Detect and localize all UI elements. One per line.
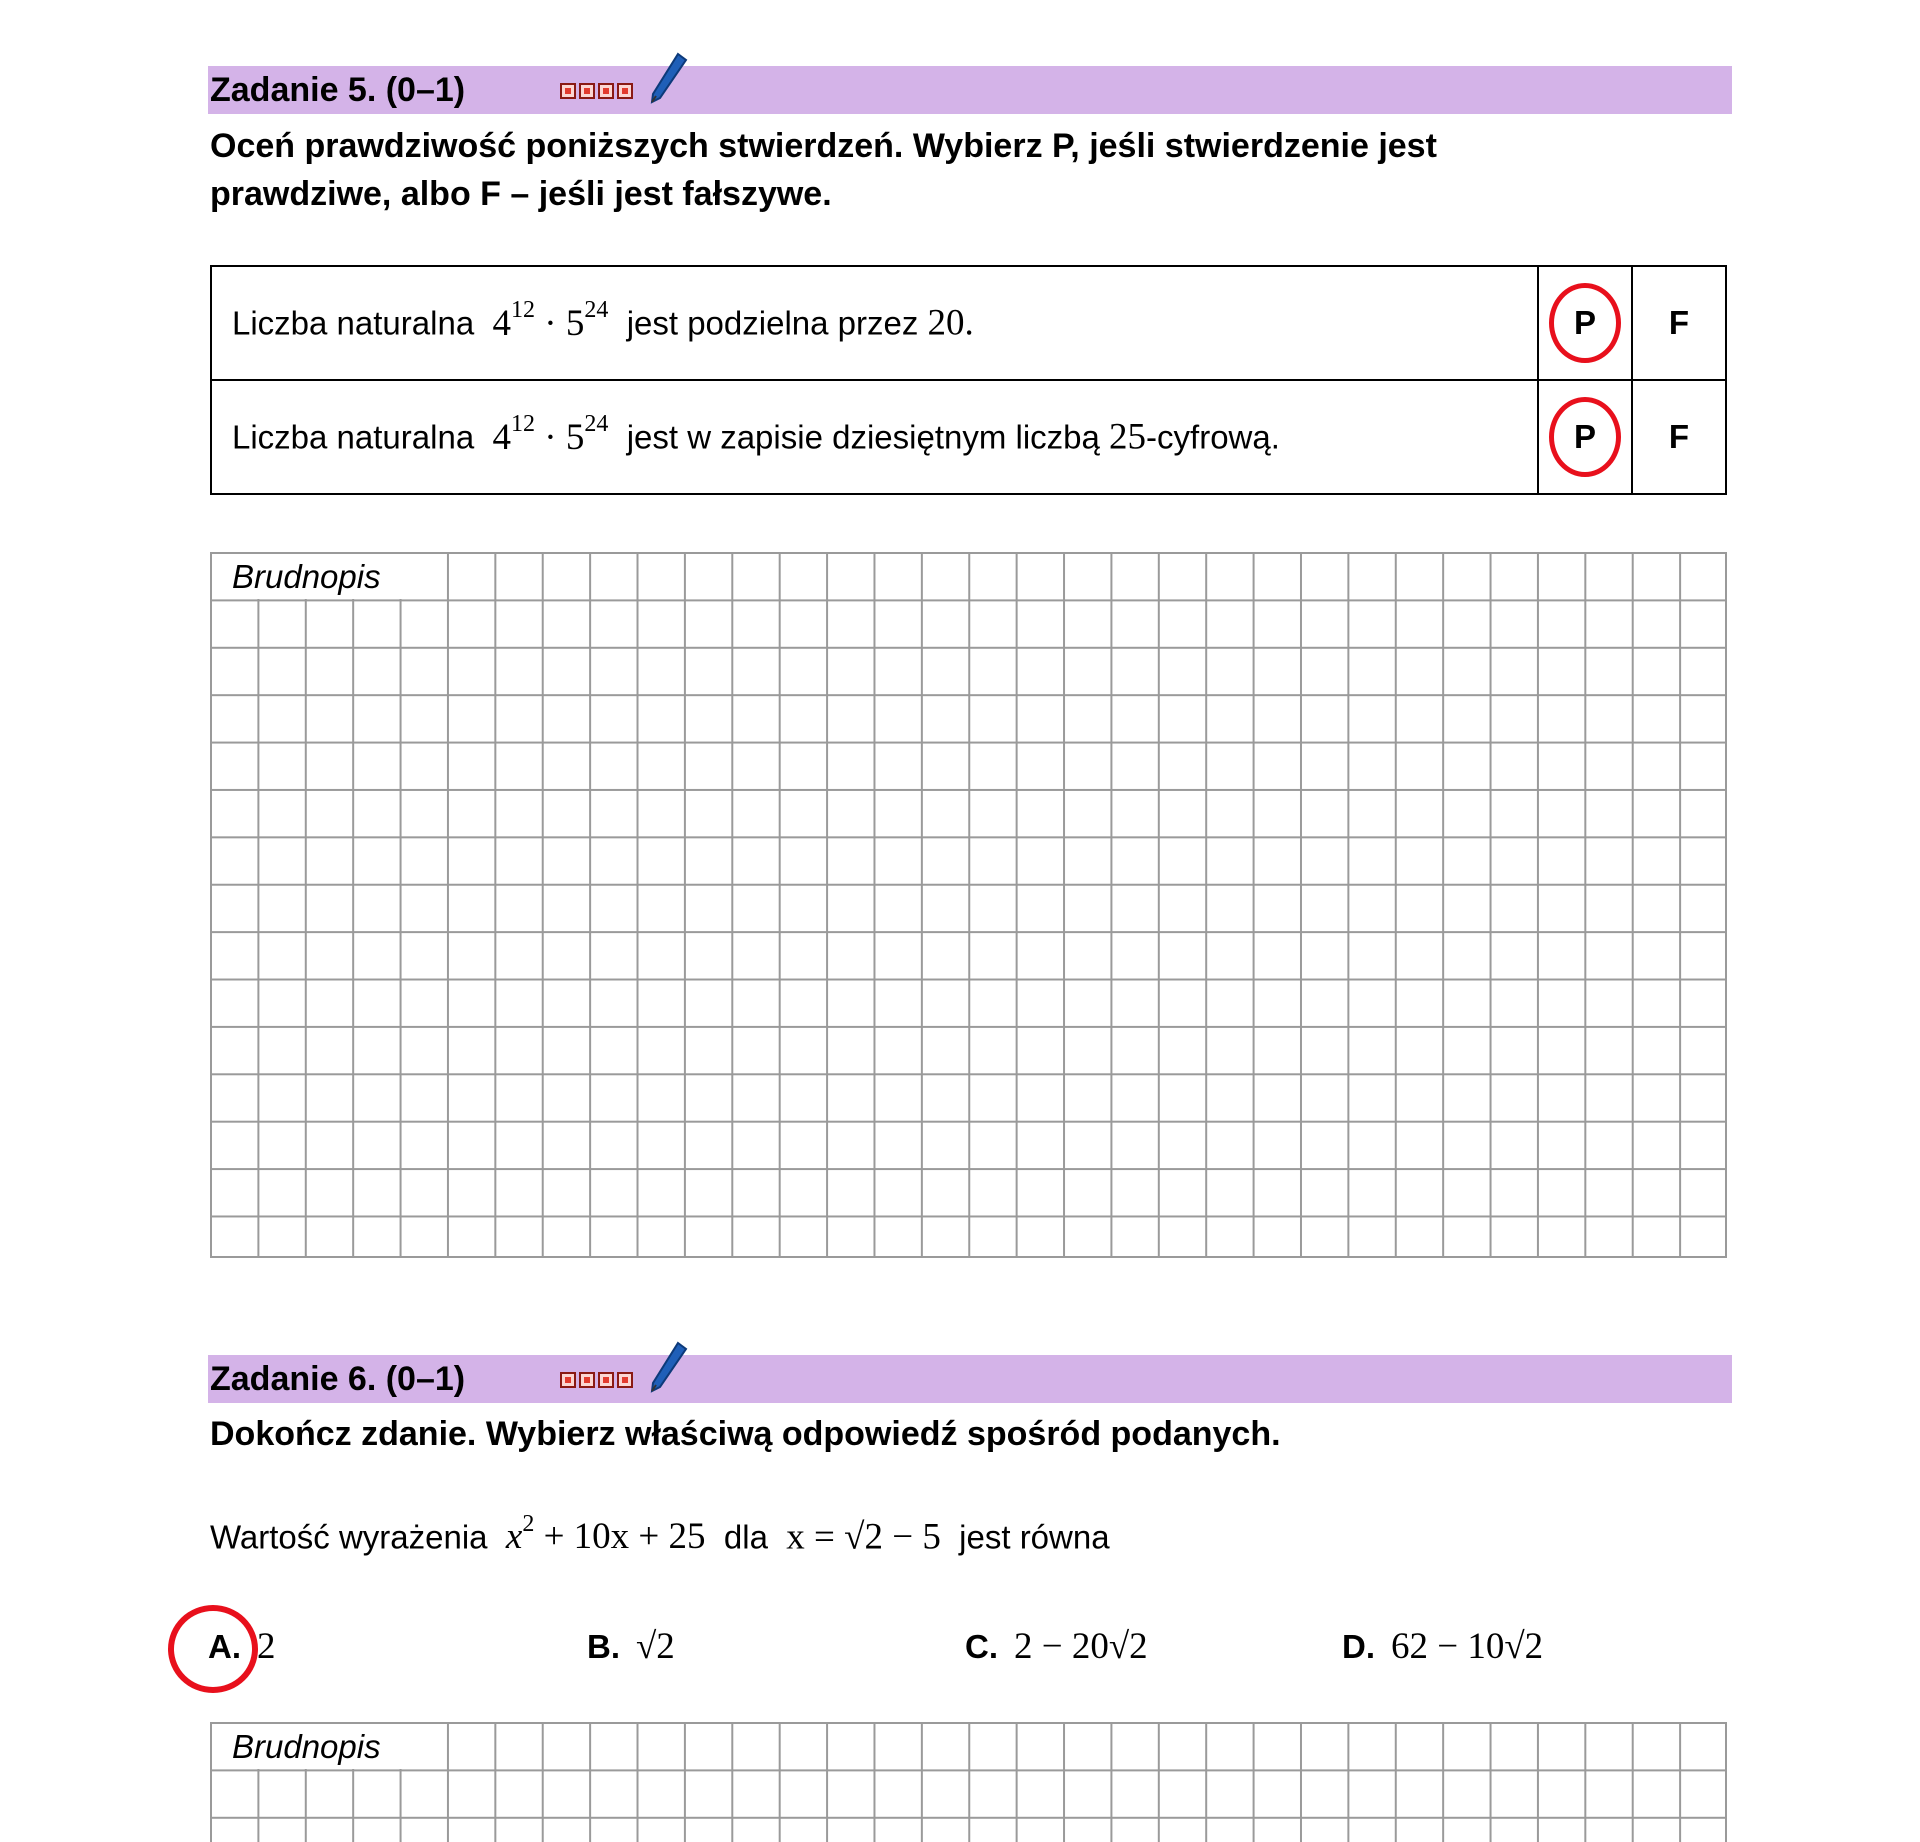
- statement-number: 25: [1109, 416, 1147, 458]
- selected-mark-circle: [1549, 397, 1621, 477]
- option-f-2[interactable]: F: [1632, 380, 1726, 494]
- difficulty-squares-icon: [560, 1372, 636, 1388]
- statement-expression: $4^{12} \cdot 5^{24}$: [492, 297, 609, 344]
- task5-instruction-line2: prawdziwe, albo F – jeśli jest fałszywe.: [210, 175, 832, 213]
- statement-suffix: jest podzielna przez: [626, 304, 919, 342]
- selected-mark-circle: [1549, 283, 1621, 363]
- question-expression: $x^2 + 10x + 25$: [505, 1511, 706, 1558]
- statement-2: Liczba naturalna $4^{12} \cdot 5^{24}$ jest w zapisie dziesiętnym liczbą 25-cyfrową.: [211, 380, 1538, 494]
- scratch-grid-task5[interactable]: [210, 552, 1727, 1258]
- pen-icon: [648, 1341, 688, 1393]
- option-f-1[interactable]: F: [1632, 266, 1726, 380]
- task6-title: Zadanie 6. (0–1): [210, 1360, 466, 1398]
- true-false-table: [210, 265, 1727, 495]
- answer-b[interactable]: B. √2: [587, 1626, 675, 1667]
- difficulty-squares-icon: [560, 83, 636, 99]
- scratch-grid-task6[interactable]: [210, 1722, 1727, 1842]
- scratch-label: Brudnopis: [216, 1724, 446, 1769]
- statement-number: 20: [927, 302, 965, 344]
- scratch-label: Brudnopis: [216, 554, 446, 599]
- answer-c[interactable]: C. 2 − 20√2: [965, 1626, 1148, 1667]
- option-p-2[interactable]: P: [1538, 380, 1632, 494]
- task5-instruction-line1: Oceń prawdziwość poniższych stwierdzeń. Wybierz P, jeśli stwierdzenie jest: [210, 127, 1437, 165]
- pen-icon: [648, 52, 688, 104]
- statement-prefix: Liczba naturalna: [232, 418, 475, 456]
- task6-instruction: Dokończ zdanie. Wybierz właściwą odpowiedź spośród podanych.: [210, 1415, 1281, 1453]
- task5-title: Zadanie 5. (0–1): [210, 71, 466, 109]
- statement-suffix: jest w zapisie dziesiętnym liczbą: [626, 418, 1100, 456]
- question-x-value: x = √2 − 5: [786, 1516, 941, 1558]
- answer-a[interactable]: A. 2: [208, 1626, 276, 1667]
- statement-1: Liczba naturalna $4^{12} \cdot 5^{24}$ jest podzielna przez 20.: [211, 266, 1538, 380]
- statement-expression: $4^{12} \cdot 5^{24}$: [492, 411, 609, 458]
- table-row: [211, 266, 1726, 380]
- answer-d[interactable]: D. 62 − 10√2: [1342, 1626, 1544, 1667]
- option-p-1[interactable]: P: [1538, 266, 1632, 380]
- table-row: [211, 380, 1726, 494]
- task6-question: Wartość wyrażenia $x^2 + 10x + 25$ dla x = √2 − 5 jest równa: [210, 1511, 1110, 1558]
- statement-prefix: Liczba naturalna: [232, 304, 475, 342]
